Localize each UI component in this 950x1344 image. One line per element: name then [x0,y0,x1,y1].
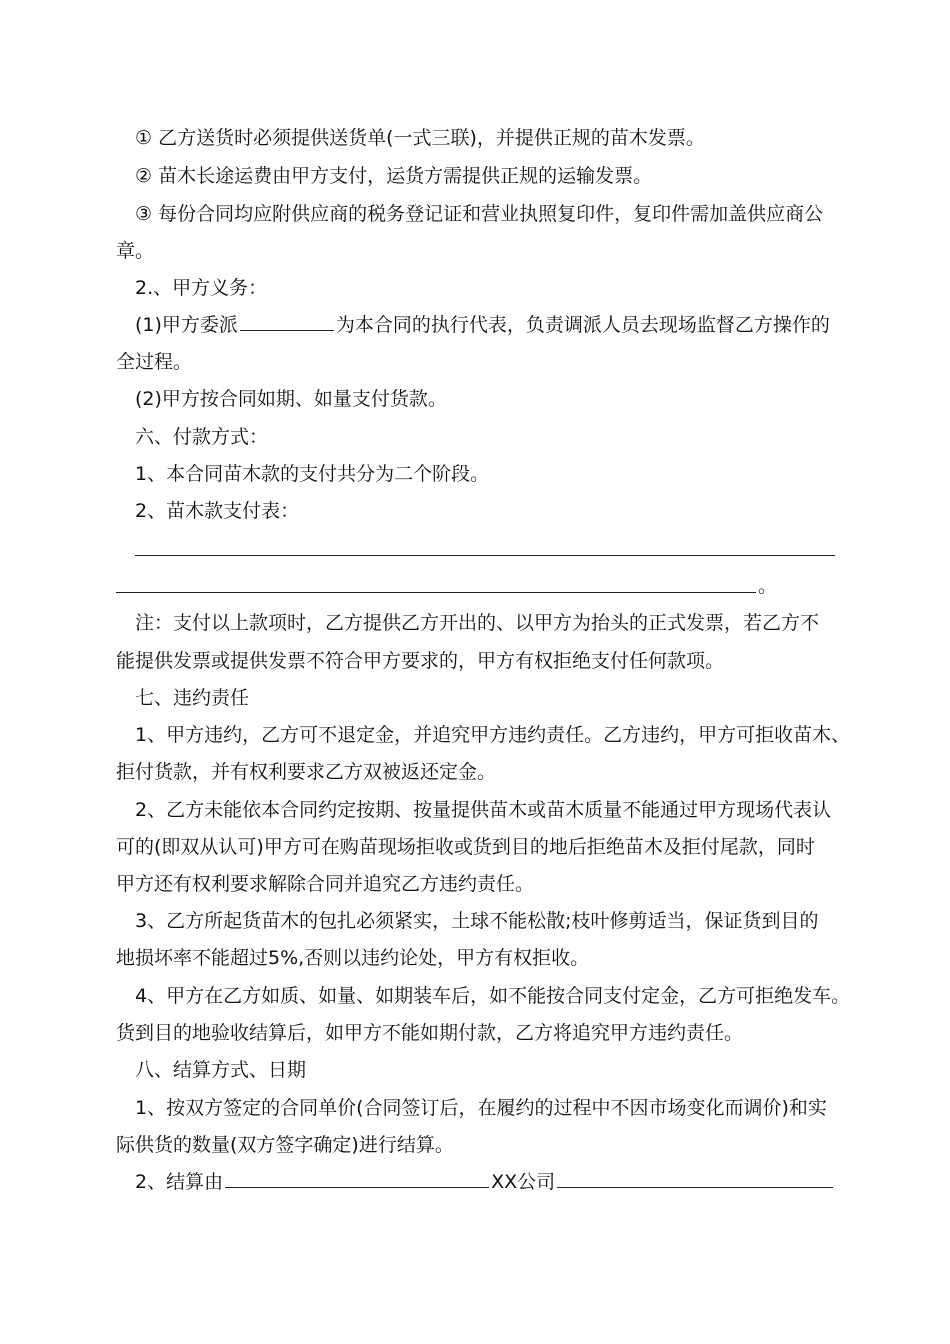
section-party-a-duties: 2.、甲方义务： [135,277,268,299]
clause-quality-breach: 2、乙方未能依本合同约定按期、按量提供苗木或苗木质量不能通过甲方现场代表认 [135,799,832,821]
clause-unit-price: 1、按双方签定的合同单价(合同签订后，在履约的过程中不因市场变化而调价)和实 [135,1097,827,1119]
clause-tax-docs-cont: 章。 [116,240,155,262]
clause-deposit-breach-cont: 拒付货款，并有权利要求乙方双被返还定金。 [116,761,497,783]
clause-representative [135,311,830,339]
note-invoice: 注：支付以上款项时，乙方提供乙方开出的、以甲方为抬头的正式发票，若乙方不 [135,612,820,634]
clause-payment-breach: 4、甲方在乙方如质、如量、如期装车后，如不能按合同支付定金，乙方可拒绝发车。 [135,985,851,1007]
clause-representative-lead: (1)甲方委派 [135,314,238,336]
clause-packing: 3、乙方所起货苗木的包扎必须紧实，土球不能松散;枝叶修剪适当，保证货到目的 [135,910,819,932]
clause-settlement-by [135,1168,835,1196]
clause-delivery-note: ① 乙方送货时必须提供送货单(一式三联)，并提供正规的苗木发票。 [135,127,705,149]
settlement-party-blank[interactable] [225,1169,489,1188]
representative-blank[interactable] [240,312,334,331]
clause-quality-breach-cont-2: 甲方还有权利要求解除合同并追究乙方违约责任。 [116,873,535,895]
settlement-company-blank[interactable] [557,1169,833,1188]
clause-representative-tail: 为本合同的执行代表，负责调派人员去现场监督乙方操作的 [335,314,830,336]
clause-representative-cont: 全过程。 [116,351,193,373]
clause-unit-price-cont: 际供货的数量(双方签字确定)进行结算。 [116,1134,454,1156]
note-invoice-cont: 能提供发票或提供发票不符合甲方要求的，甲方有权拒绝支付任何款项。 [116,650,725,672]
clause-quality-breach-cont-1: 可的(即双从认可)甲方可在购苗现场拒收或货到目的地后拒绝苗木及拒付尾款，同时 [116,836,815,858]
clause-deposit-breach: 1、甲方违约，乙方可不退定金，并追究甲方违约责任。乙方违约，甲方可拒收苗木、 [135,724,851,746]
clause-settlement-lead: 2、结算由 [135,1171,224,1193]
clause-payment-table: 2、苗木款支付表： [135,500,300,522]
clause-tax-docs: ③ 每份合同均应附供应商的税务登记证和营业执照复印件，复印件需加盖供应商公 [135,203,824,225]
clause-payment-breach-cont: 货到目的地验收结算后，如甲方不能如期付款，乙方将追究甲方违约责任。 [116,1022,744,1044]
clause-payment-duty: (2)甲方按合同如期、如量支付货款。 [135,388,447,410]
section-payment-method: 六、付款方式： [135,426,269,448]
clause-payment-stages: 1、本合同苗木款的支付共分为二个阶段。 [135,463,490,485]
section-liability: 七、违约责任 [135,687,250,709]
company-name: XX公司 [491,1171,556,1193]
clause-packing-cont: 地损坏率不能超过5%,否则以违约论处，甲方有权拒收。 [116,947,590,969]
payment-table-blank-line-2[interactable] [116,592,756,593]
clause-freight: ② 苗木长途运费由甲方支付，运货方需提供正规的运输发票。 [135,165,653,187]
payment-table-end-mark: 。 [758,575,778,597]
payment-table-blank-line-1[interactable] [135,555,835,556]
section-settlement: 八、结算方式、日期 [135,1059,307,1081]
